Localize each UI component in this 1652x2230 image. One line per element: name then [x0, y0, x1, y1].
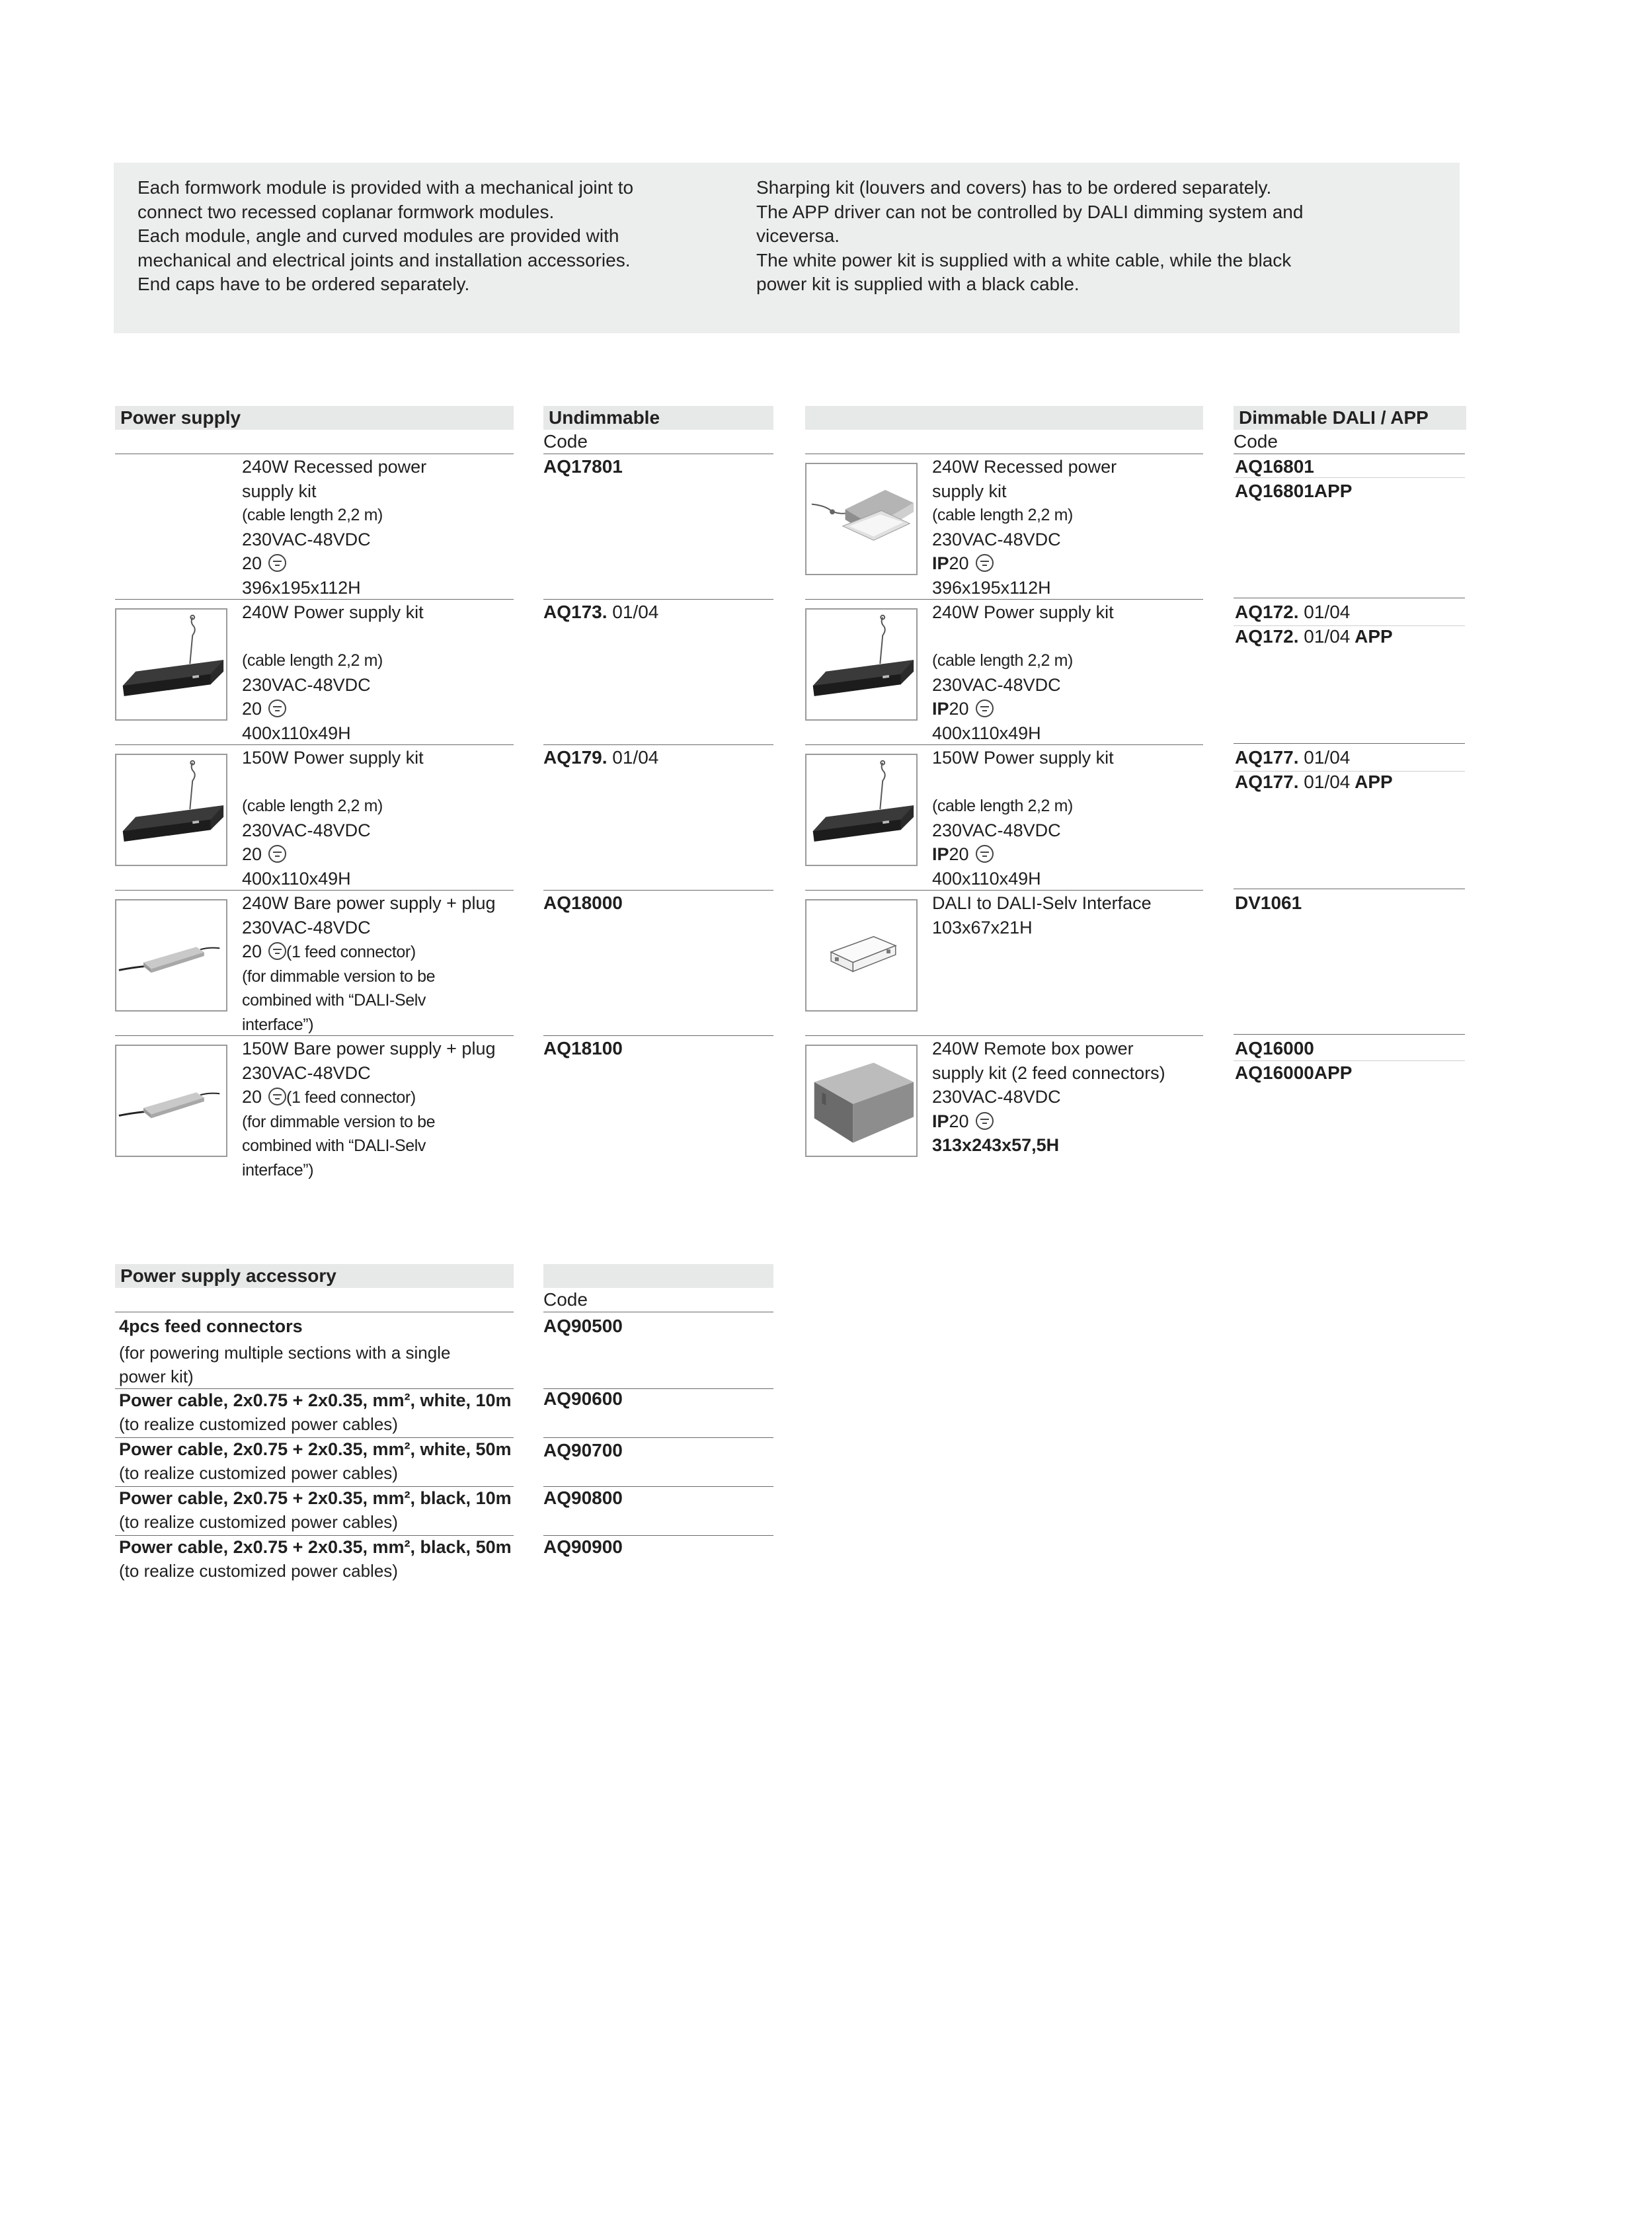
voltage: 230VAC-48VDC [242, 917, 371, 937]
accessory-item [119, 1535, 512, 1583]
dimensions: 396x195x112H [242, 577, 361, 598]
product-name: DALI to DALI-Selv Interface [932, 893, 1152, 913]
voltage: 230VAC-48VDC [242, 674, 371, 695]
product-name: 150W Power supply kit [932, 748, 1114, 768]
cable-length: (cable length 2,2 m) [242, 651, 383, 670]
dimmable-note: combined with “DALI-Selv [242, 991, 426, 1010]
code-label: Code [543, 1289, 588, 1310]
ip-value: 20 [949, 1111, 969, 1131]
product-code: AQ16801APP [1235, 481, 1353, 501]
ip-rating [242, 1085, 495, 1110]
product-name: 150W Bare power supply + plug [242, 1039, 496, 1058]
note-line: End caps have to be ordered separately. [138, 274, 470, 294]
power-supply-title: Power supply [115, 406, 514, 430]
product-description [242, 891, 495, 1037]
notes-left-column [138, 176, 633, 297]
dali-interface-image [805, 899, 918, 1012]
notes-box [114, 163, 1460, 333]
product-name: 240W Recessed power [242, 457, 427, 477]
dimensions: 313x243x57,5H [932, 1135, 1060, 1156]
product-code: AQ16000 [1235, 1038, 1314, 1058]
product-name: 150W Power supply kit [242, 748, 424, 768]
note-line: The APP driver can not be controlled by DALI dimming system and [756, 201, 1304, 222]
product-description [932, 891, 1152, 939]
accessory-code-header [543, 1264, 773, 1288]
product-code [543, 746, 658, 770]
product-code: AQ18100 [543, 1038, 623, 1058]
cable-length: (cable length 2,2 m) [242, 506, 383, 525]
note-line: mechanical and electrical joints and installation accessories. [138, 249, 631, 270]
product-name: 240W Power supply kit [242, 602, 424, 622]
note-line: power kit is supplied with a black cable. [756, 274, 1080, 294]
code-prefix: AQ172. [1235, 626, 1299, 647]
product-name: supply kit [242, 481, 317, 501]
dimensions: 400x110x49H [242, 723, 351, 743]
accessory-name: Power cable, 2x0.75 + 2x0.35, mm², black, 50m [119, 1537, 512, 1557]
product-code [1235, 770, 1393, 795]
product-code: AQ18000 [543, 893, 623, 913]
code-variant: 01/04 [1304, 747, 1351, 768]
ip-rating [242, 842, 424, 867]
product-code: AQ17801 [543, 456, 623, 477]
dimensions: 400x110x49H [932, 723, 1041, 743]
ip-prefix: IP [932, 699, 949, 719]
accessory-code: AQ90800 [543, 1488, 623, 1508]
code-variant: 01/04 [1304, 772, 1351, 792]
accessory-code: AQ90700 [543, 1440, 623, 1460]
cable-length: (cable length 2,2 m) [932, 651, 1073, 670]
undimmable-title: Undimmable [543, 406, 773, 430]
code-prefix: AQ173. [543, 602, 608, 622]
product-code: DV1061 [1235, 893, 1302, 913]
black-power-supply-image [805, 608, 918, 721]
product-name: 240W Remote box power [932, 1039, 1134, 1058]
ip-rating [242, 697, 424, 721]
feed-connector-note: (1 feed connector) [286, 943, 416, 962]
dimmable-note: interface”) [242, 1015, 314, 1034]
note-line: Sharping kit (louvers and covers) has to be ordered separately. [756, 177, 1272, 198]
earth-ground-icon [268, 699, 286, 717]
product-name: supply kit (2 feed connectors) [932, 1062, 1165, 1083]
ip-rating [932, 551, 1117, 576]
product-name: 240W Power supply kit [932, 602, 1114, 622]
remote-box-image [805, 1045, 918, 1157]
accessory-item [119, 1486, 512, 1534]
ip-prefix: IP [932, 1111, 949, 1131]
accessory-name: 4pcs feed connectors [119, 1316, 303, 1336]
earth-ground-icon [268, 845, 286, 863]
code-prefix: AQ177. [1235, 747, 1299, 768]
product-description [242, 455, 426, 600]
accessory-name: Power cable, 2x0.75 + 2x0.35, mm², black, 10m [119, 1488, 512, 1508]
ip-rating [932, 697, 1114, 721]
voltage: 230VAC-48VDC [932, 1087, 1061, 1107]
dimmable-note: interface”) [242, 1160, 314, 1179]
dimensions: 400x110x49H [932, 868, 1041, 889]
black-power-supply-image [115, 608, 227, 721]
accessory-code: AQ90900 [543, 1536, 623, 1557]
code-prefix: AQ177. [1235, 772, 1299, 792]
black-power-supply-image [805, 754, 918, 866]
row-divider [543, 599, 773, 600]
voltage: 230VAC-48VDC [242, 1062, 371, 1083]
ip-value: 20 [242, 844, 262, 865]
ip-value: 20 [242, 1087, 262, 1107]
product-code: AQ16000APP [1235, 1062, 1353, 1083]
accessory-name: Power cable, 2x0.75 + 2x0.35, mm², white, 10m [119, 1390, 512, 1410]
code-suffix: APP [1355, 626, 1393, 647]
product-name: 240W Bare power supply + plug [242, 893, 496, 913]
earth-ground-icon [976, 554, 994, 572]
ip-rating [242, 551, 426, 576]
black-power-supply-image [115, 754, 227, 866]
accessory-note: (to realize customized power cables) [119, 1561, 398, 1581]
dimensions: 396x195x112H [932, 577, 1051, 598]
ip-value: 20 [949, 699, 969, 719]
dimmable-note: combined with “DALI-Selv [242, 1136, 426, 1156]
accessory-note: (to realize customized power cables) [119, 1512, 398, 1532]
bare-power-supply-image [115, 1045, 227, 1157]
earth-ground-icon [976, 845, 994, 863]
earth-ground-icon [976, 699, 994, 717]
product-description [932, 455, 1117, 600]
accessory-code: AQ90500 [543, 1316, 623, 1336]
product-code: AQ16801 [1235, 456, 1314, 477]
product-description [932, 1037, 1165, 1158]
cable-length: (cable length 2,2 m) [932, 797, 1073, 816]
ip-rating [242, 939, 495, 965]
voltage: 230VAC-48VDC [242, 529, 371, 549]
accessory-item [119, 1388, 512, 1436]
code-prefix: AQ172. [1235, 602, 1299, 622]
accessory-item [119, 1314, 450, 1388]
dimmable-note: (for dimmable version to be [242, 1112, 436, 1131]
ip-value: 20 [242, 699, 262, 719]
row-divider [543, 744, 773, 745]
cable-length: (cable length 2,2 m) [242, 797, 383, 816]
row-divider [543, 1035, 773, 1036]
product-description [932, 600, 1114, 746]
code-variant: 01/04 [1304, 626, 1351, 647]
code-label: Code [1234, 431, 1278, 452]
note-line: connect two recessed coplanar formwork modules. [138, 201, 555, 222]
accessory-note: (to realize customized power cables) [119, 1463, 398, 1483]
product-code [1235, 746, 1350, 770]
feed-connector-note: (1 feed connector) [286, 1088, 416, 1107]
product-code [1235, 625, 1393, 649]
earth-ground-icon [268, 942, 286, 960]
notes-right-column [756, 176, 1303, 297]
code-prefix: AQ179. [543, 747, 608, 768]
note-line: Each formwork module is provided with a mechanical joint to [138, 177, 634, 198]
accessory-note: (to realize customized power cables) [119, 1414, 398, 1434]
ip-value: 20 [242, 941, 262, 962]
ip-rating [932, 842, 1114, 867]
accessory-name: Power cable, 2x0.75 + 2x0.35, mm², white, 50m [119, 1439, 512, 1459]
cable-length: (cable length 2,2 m) [932, 506, 1073, 525]
earth-ground-icon [268, 1088, 286, 1105]
voltage: 230VAC-48VDC [242, 820, 371, 840]
code-variant: 01/04 [612, 747, 659, 768]
code-label: Code [543, 431, 588, 452]
ip-rating [932, 1109, 1165, 1134]
product-code [543, 600, 658, 625]
ip-value: 20 [949, 844, 969, 865]
product-description [932, 746, 1114, 891]
accessory-note: power kit) [119, 1367, 194, 1386]
dimmable-title: Dimmable DALI / APP [1234, 406, 1466, 430]
accessory-title: Power supply accessory [115, 1264, 514, 1288]
row-divider [543, 1437, 773, 1438]
ip-value: 20 [949, 553, 969, 574]
dimensions: 103x67x21H [932, 917, 1033, 937]
voltage: 230VAC-48VDC [932, 529, 1061, 549]
product-description [242, 746, 424, 891]
ip-value: 20 [242, 553, 262, 574]
accessory-code: AQ90600 [543, 1388, 623, 1409]
dimensions: 400x110x49H [242, 868, 351, 889]
accessory-note: (for powering multiple sections with a single [119, 1343, 451, 1363]
accessory-item [119, 1437, 512, 1485]
ip-prefix: IP [932, 553, 949, 574]
ip-prefix: IP [932, 844, 949, 865]
earth-ground-icon [268, 554, 286, 572]
dimmable-note: (for dimmable version to be [242, 967, 436, 986]
row-divider [1234, 1034, 1465, 1035]
earth-ground-icon [976, 1112, 994, 1130]
product-description [242, 600, 424, 746]
product-name: 240W Recessed power [932, 457, 1117, 477]
code-variant: 01/04 [1304, 602, 1351, 622]
dimmable-blank-header [805, 406, 1203, 430]
product-name: supply kit [932, 481, 1007, 501]
note-line: Each module, angle and curved modules are provided with [138, 225, 619, 246]
voltage: 230VAC-48VDC [932, 820, 1061, 840]
row-divider [543, 890, 773, 891]
product-code [1235, 600, 1350, 625]
bare-power-supply-image [115, 899, 227, 1012]
recessed-power-supply-image [805, 463, 918, 575]
code-variant: 01/04 [612, 602, 659, 622]
note-line: The white power kit is supplied with a white cable, while the black [756, 249, 1292, 270]
note-line: viceversa. [756, 225, 840, 246]
voltage: 230VAC-48VDC [932, 674, 1061, 695]
row-divider [1234, 743, 1465, 744]
row-divider [805, 1035, 1203, 1036]
code-suffix: APP [1355, 772, 1393, 792]
product-description [242, 1037, 495, 1183]
